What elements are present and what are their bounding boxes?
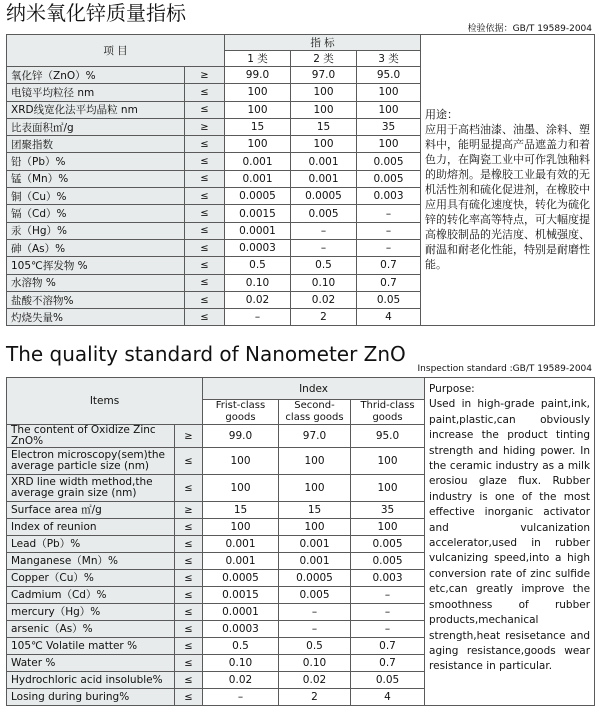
grade-value: 0.001 <box>279 536 351 553</box>
item-label: XRD线宽化法平均晶粒 nm <box>7 101 185 118</box>
grade-value: – <box>351 604 425 621</box>
grade-value: 99.0 <box>203 425 279 448</box>
grade-value: – <box>357 222 421 239</box>
grade-value: 100 <box>203 448 279 475</box>
grade-value: 100 <box>279 475 351 502</box>
grade-value: 0.02 <box>279 672 351 689</box>
grade-value: 0.0003 <box>203 621 279 638</box>
en-spec-table <box>6 377 595 706</box>
grade-value: 0.7 <box>357 274 421 291</box>
grade-value: 0.7 <box>357 257 421 274</box>
item-label: Manganese（Mn）% <box>7 553 175 570</box>
grade-value: 0.05 <box>357 291 421 308</box>
header-index: 指 标 <box>225 35 421 51</box>
item-label: 铜（Cu）% <box>7 188 185 205</box>
grade-value: 100 <box>225 84 291 101</box>
grade-value: 0.02 <box>225 291 291 308</box>
header-item: 项 目 <box>7 35 225 67</box>
grade-value: 0.02 <box>203 672 279 689</box>
grade-header: 2 类 <box>291 51 357 67</box>
comparison-symbol: ≤ <box>175 587 203 604</box>
item-label: XRD line width method,the average grain size (nm) <box>7 475 175 502</box>
grade-value: 0.005 <box>279 587 351 604</box>
grade-value: 15 <box>225 118 291 135</box>
grade-value: 100 <box>279 448 351 475</box>
grade-value: 0.003 <box>351 570 425 587</box>
item-label: 105℃挥发物 % <box>7 257 185 274</box>
grade-value: 0.5 <box>291 257 357 274</box>
grade-value: 15 <box>203 502 279 519</box>
comparison-symbol: ≤ <box>185 291 225 308</box>
grade-value: 2 <box>279 689 351 706</box>
grade-value: 0.10 <box>225 274 291 291</box>
grade-header: 3 类 <box>357 51 421 67</box>
cn-spec-table <box>6 34 595 326</box>
item-label: Cadmium（Cd）% <box>7 587 175 604</box>
grade-value: 100 <box>351 475 425 502</box>
grade-value: 4 <box>357 309 421 326</box>
grade-value: 0.0005 <box>225 188 291 205</box>
comparison-symbol: ≤ <box>175 570 203 587</box>
grade-value: 0.5 <box>203 638 279 655</box>
grade-value: 100 <box>357 101 421 118</box>
item-label: Copper（Cu）% <box>7 570 175 587</box>
comparison-symbol: ≤ <box>185 188 225 205</box>
grade-value: 100 <box>357 136 421 153</box>
grade-value: 100 <box>203 475 279 502</box>
comparison-symbol: ≤ <box>185 205 225 222</box>
item-label: 团聚指数 <box>7 136 185 153</box>
grade-value: 0.0015 <box>203 587 279 604</box>
grade-value: 0.005 <box>357 170 421 187</box>
usage-text: Purpose: Used in high-grade paint,ink, paint,plastic,can obviously increase the product tinting strength and hiding power. In the ceramic industry as a milk erosiou glaze flux. Rubber industry is one of the most effective inorganic activator and vulcanization accelerator,used in rubber vulcanizing speed,into a high conversion rate of zinc sulfide etc,can greatly improve the smoothness of rubber products,mechanical strength,heat resisetance and aging resistance,goods wear resistance in particular. <box>429 383 591 673</box>
comparison-symbol: ≤ <box>175 448 203 475</box>
grade-value: 0.5 <box>279 638 351 655</box>
comparison-symbol: ≤ <box>175 655 203 672</box>
grade-value: 95.0 <box>351 425 425 448</box>
item-label: arsenic（As）% <box>7 621 175 638</box>
grade-value: 97.0 <box>291 67 357 84</box>
comparison-symbol: ≤ <box>185 309 225 326</box>
grade-header: 1 类 <box>225 51 291 67</box>
grade-value: – <box>225 309 291 326</box>
grade-value: – <box>291 222 357 239</box>
grade-value: 0.0005 <box>279 570 351 587</box>
grade-value: 4 <box>351 689 425 706</box>
grade-value: 0.10 <box>279 655 351 672</box>
grade-value: 0.7 <box>351 638 425 655</box>
usage-text: 用途： 应用于高档油漆、油墨、涂料、塑料中，能明显提高产品遮盖力和着色力，在陶瓷工业中可作乳蚀釉料的助熔剂。是橡胶工业最有效的无机活性剂和硫化促进剂，在橡胶中应用具有硫化速度快，转化为硫化锌的转化率高等特点，可大幅度提高橡胶制品的光洁度、机械强度、耐温和耐老化性能，特别是耐磨性能。 <box>425 108 591 271</box>
grade-value: 100 <box>279 519 351 536</box>
comparison-symbol: ≤ <box>185 239 225 256</box>
comparison-symbol: ≤ <box>175 553 203 570</box>
comparison-symbol: ≥ <box>185 67 225 84</box>
item-label: The content of Oxidize Zinc ZnO% <box>7 425 175 448</box>
item-label: Electron microscopy(sem)the average particle size (nm) <box>7 448 175 475</box>
grade-header: Thrid-class goods <box>351 400 425 425</box>
grade-value: 35 <box>357 118 421 135</box>
cn-standard: 检验依据：GB/T 19589-2004 <box>467 24 592 34</box>
item-label: 汞（Hg）% <box>7 222 185 239</box>
grade-value: 100 <box>225 101 291 118</box>
grade-value: – <box>357 205 421 222</box>
grade-value: – <box>203 689 279 706</box>
grade-value: 0.0001 <box>225 222 291 239</box>
comparison-symbol: ≤ <box>175 672 203 689</box>
grade-value: 97.0 <box>279 425 351 448</box>
item-label: Hydrochloric acid insoluble% <box>7 672 175 689</box>
comparison-symbol: ≤ <box>185 222 225 239</box>
grade-value: 0.001 <box>291 153 357 170</box>
item-label: 铅（Pb）% <box>7 153 185 170</box>
grade-value: – <box>279 621 351 638</box>
grade-value: 0.0003 <box>225 239 291 256</box>
comparison-symbol: ≤ <box>175 536 203 553</box>
grade-value: – <box>291 239 357 256</box>
grade-value: 100 <box>291 101 357 118</box>
grade-value: – <box>351 621 425 638</box>
comparison-symbol: ≤ <box>185 274 225 291</box>
grade-value: 0.02 <box>291 291 357 308</box>
grade-value: 100 <box>225 136 291 153</box>
grade-value: 100 <box>291 84 357 101</box>
item-label: Surface area ㎡/g <box>7 502 175 519</box>
comparison-symbol: ≤ <box>175 638 203 655</box>
grade-value: 0.05 <box>351 672 425 689</box>
item-label: mercury（Hg）% <box>7 604 175 621</box>
grade-value: 0.0005 <box>291 188 357 205</box>
grade-value: 0.003 <box>357 188 421 205</box>
grade-header: Frist-class goods <box>203 400 279 425</box>
grade-value: 0.001 <box>225 170 291 187</box>
comparison-symbol: ≤ <box>185 170 225 187</box>
grade-value: 2 <box>291 309 357 326</box>
comparison-symbol: ≤ <box>185 257 225 274</box>
item-label: 电镜平均粒径 nm <box>7 84 185 101</box>
grade-value: 15 <box>291 118 357 135</box>
grade-value: 35 <box>351 502 425 519</box>
grade-value: – <box>357 239 421 256</box>
grade-value: 100 <box>357 84 421 101</box>
item-label: 比表面积㎡/g <box>7 118 185 135</box>
comparison-symbol: ≤ <box>185 84 225 101</box>
item-label: 锰（Mn）% <box>7 170 185 187</box>
comparison-symbol: ≤ <box>175 519 203 536</box>
grade-value: 0.005 <box>357 153 421 170</box>
item-label: Index of reunion <box>7 519 175 536</box>
grade-value: 100 <box>351 448 425 475</box>
grade-value: 0.0005 <box>203 570 279 587</box>
grade-value: 99.0 <box>225 67 291 84</box>
comparison-symbol: ≥ <box>185 118 225 135</box>
grade-value: 0.001 <box>203 553 279 570</box>
item-label: 镉（Cd）% <box>7 205 185 222</box>
grade-value: 100 <box>351 519 425 536</box>
grade-value: 0.001 <box>291 170 357 187</box>
comparison-symbol: ≤ <box>185 153 225 170</box>
grade-header: Second-class goods <box>279 400 351 425</box>
grade-value: – <box>351 587 425 604</box>
grade-value: 0.10 <box>291 274 357 291</box>
comparison-symbol: ≤ <box>175 621 203 638</box>
grade-value: 0.0001 <box>203 604 279 621</box>
grade-value: 0.10 <box>203 655 279 672</box>
grade-value: 0.001 <box>203 536 279 553</box>
en-title: The quality standard of Nanometer ZnO <box>6 342 406 366</box>
comparison-symbol: ≥ <box>175 502 203 519</box>
header-index: Index <box>203 378 425 400</box>
grade-value: 0.005 <box>291 205 357 222</box>
grade-value: 100 <box>291 136 357 153</box>
grade-value: 0.005 <box>351 536 425 553</box>
item-label: 砷（As）% <box>7 239 185 256</box>
comparison-symbol: ≤ <box>175 475 203 502</box>
grade-value: – <box>279 604 351 621</box>
item-label: 灼烧失量% <box>7 309 185 326</box>
grade-value: 0.005 <box>351 553 425 570</box>
comparison-symbol: ≤ <box>175 689 203 706</box>
cn-title: 纳米氧化锌质量指标 <box>6 1 186 25</box>
grade-value: 95.0 <box>357 67 421 84</box>
item-label: 105℃ Volatile matter % <box>7 638 175 655</box>
item-label: Lead（Pb）% <box>7 536 175 553</box>
grade-value: 15 <box>279 502 351 519</box>
grade-value: 0.5 <box>225 257 291 274</box>
grade-value: 0.001 <box>279 553 351 570</box>
grade-value: 0.001 <box>225 153 291 170</box>
comparison-symbol: ≤ <box>175 604 203 621</box>
comparison-symbol: ≤ <box>185 136 225 153</box>
item-label: 盐酸不溶物% <box>7 291 185 308</box>
grade-value: 0.7 <box>351 655 425 672</box>
item-label: 氧化锌（ZnO）% <box>7 67 185 84</box>
comparison-symbol: ≤ <box>185 101 225 118</box>
item-label: Losing during buring% <box>7 689 175 706</box>
comparison-symbol: ≥ <box>175 425 203 448</box>
grade-value: 100 <box>203 519 279 536</box>
grade-value: 0.0015 <box>225 205 291 222</box>
item-label: Water % <box>7 655 175 672</box>
header-item: Items <box>7 378 203 425</box>
en-standard: Inspection standard :GB/T 19589-2004 <box>417 364 592 374</box>
item-label: 水溶物 % <box>7 274 185 291</box>
